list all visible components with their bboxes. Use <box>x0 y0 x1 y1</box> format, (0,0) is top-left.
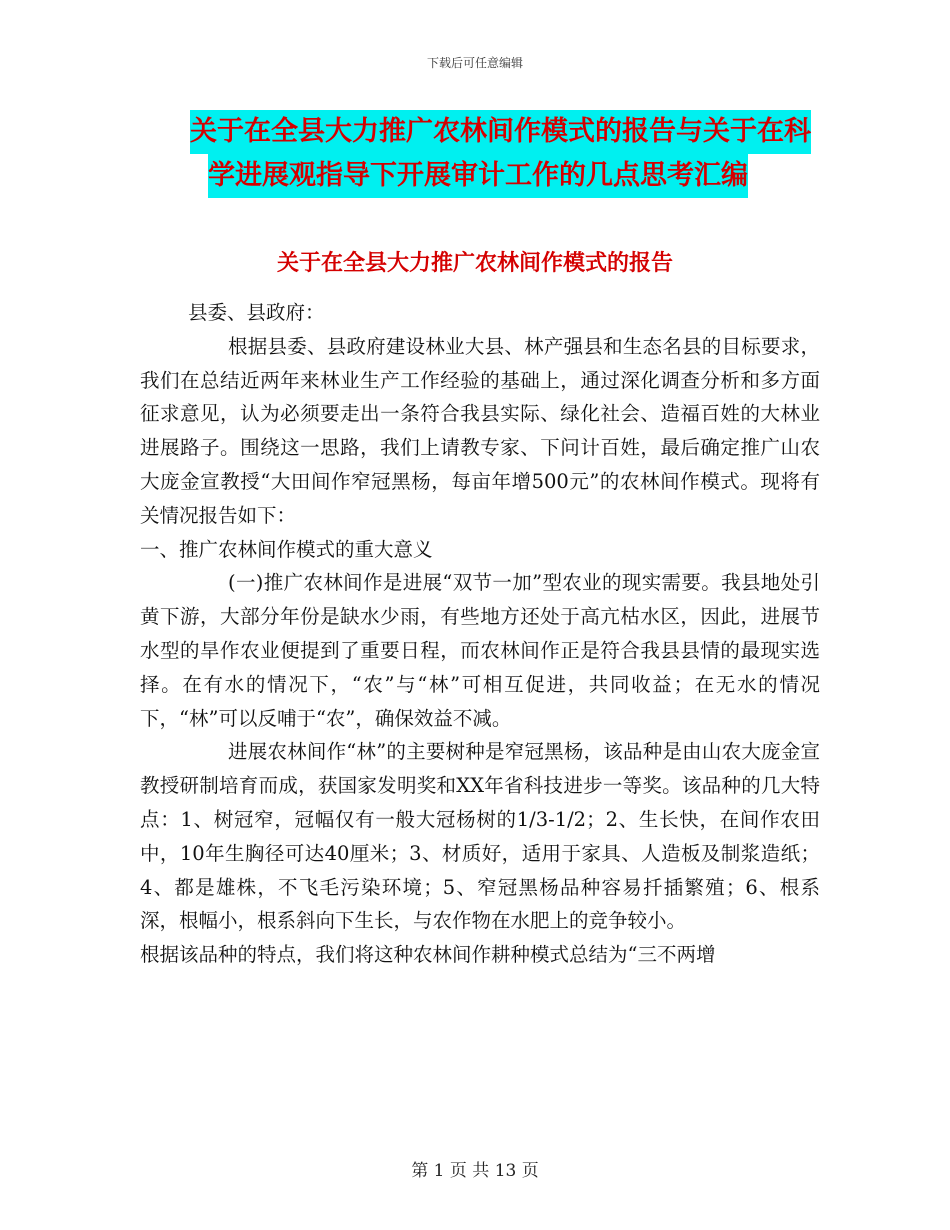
document-title <box>150 110 830 198</box>
paragraph-intro: 根据县委、县政府建设林业大县、林产强县和生态名县的目标要求，我们在总结近两年来林业生产工作经验的基础上，通过深化调查分析和多方面征求意见，认为必须要走出一条符合我县实际、绿化社会、造福百姓的大林业进展路子。围绕这一思路，我们上请教专家、下问计百姓，最后确定推广山农大庞金宣教授“大田间作窄冠黑杨，每亩年增500元”的农林间作模式。现将有关情况报告如下： <box>140 334 820 527</box>
section-title: 关于在全县大力推广农林间作模式的报告 <box>276 251 673 276</box>
paragraph-point-1: (一)推广农林间作是进展“双节一加”型农业的现实需要。我县地处引黄下游，大部分年份是缺水少雨，有些地方还处于高亢枯水区，因此，进展节水型的旱作农业便提到了重要日程，而农林间作正是符合我县县情的最现实选择。在有水的情况下，“农”与“林”可相互促进，共同收益；在无水的情况下，“林”可以反哺于“农”，确保效益不减。 <box>140 571 820 730</box>
salutation: 县委、县政府： <box>188 301 325 324</box>
document-body <box>140 296 820 972</box>
heading-section-1: 一、推广农林间作模式的重大意义 <box>140 537 433 561</box>
document-title-line-2: 学进展观指导下开展审计工作的几点思考汇编 <box>208 154 748 198</box>
paragraph-variety: 进展农林间作“林”的主要树种是窄冠黑杨，该品种是由山农大庞金宣教授研制培育而成，获国家发明奖和XX年省科技进步一等奖。该品种的几大特点：1、树冠窄，冠幅仅有一般大冠杨树的1/3-1/2；2、生长快，在间作农田中，10年生胸径可达40厘米；3、材质好，适用于家具、人造板及制浆造纸；4、都是雄株，不飞毛污染环境；5、窄冠黑杨品种容易扦插繁殖；6、根系深，根幅小，根系斜向下生长，与农作物在水肥上的竞争较小。 <box>140 740 820 933</box>
document-title-line-1: 关于在全县大力推广农林间作模式的报告与关于在科 <box>190 110 811 154</box>
paragraph-summary: 根据该品种的特点，我们将这种农林间作耕种模式总结为“三不两增 <box>140 943 716 967</box>
page-number: 第 1 页 共 13 页 <box>411 1161 539 1181</box>
header-note: 下载后可任意编辑 <box>426 56 523 70</box>
